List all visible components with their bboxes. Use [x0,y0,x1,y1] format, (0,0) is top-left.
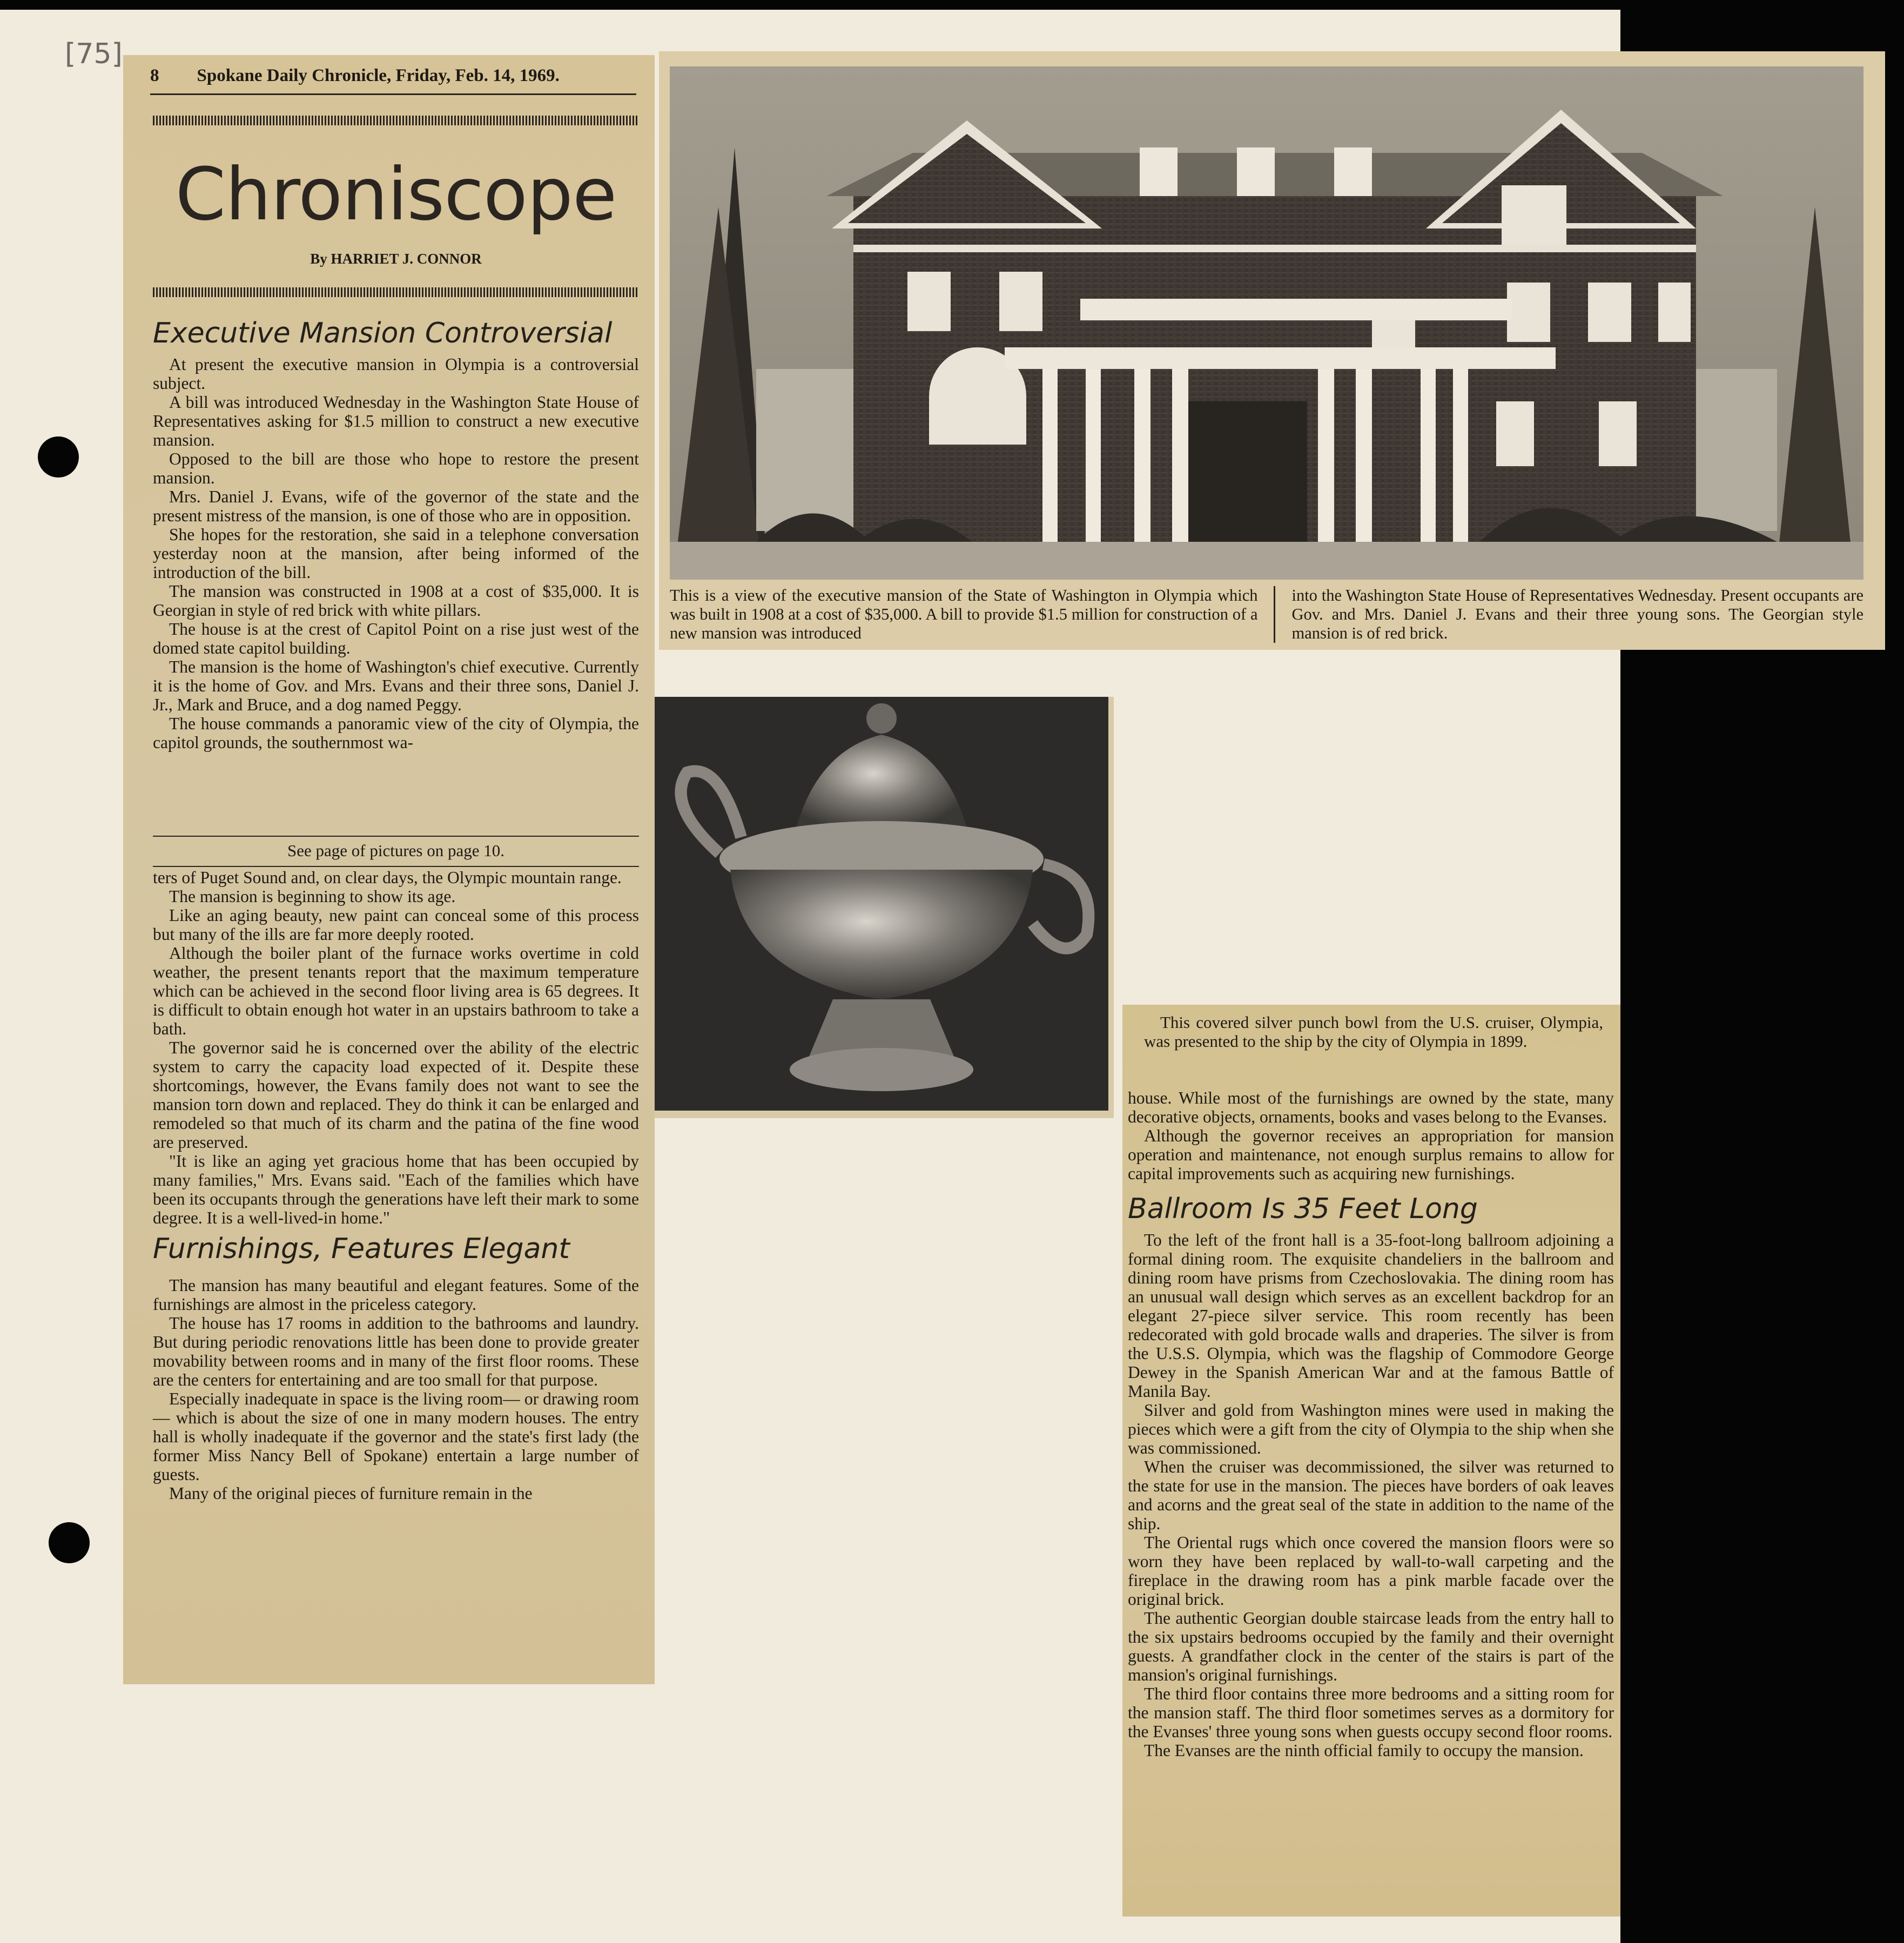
subhead-furnishings: Furnishings, Features Elegant [153,1233,570,1265]
mansion-illustration [670,66,1863,580]
paragraph: Especially inadequate in space is the living room— or drawing room — which is about the size of one in many modern houses. The entry hall is wholly inadequate if the governor and the state's first lady (the former Miss Nancy Bell of Spokane) entertain a large number of guests. [153,1389,639,1484]
paragraph: The governor said he is concerned over the ability of the electric system to carry the capacity load expected of it. Despite these shortcomings, however, the Evans family does not want to see the mansion torn down and replaced. They do think it can be enlarged and remodeled so that much of its charm and the patina of the fine wood are preserved. [153,1038,639,1152]
article-section-2 [153,868,639,1503]
article-body-part3 [153,1276,639,1503]
headline: Executive Mansion Controversial [153,317,613,349]
column-title: Chroniscope [175,152,617,237]
paragraph: Mrs. Daniel J. Evans, wife of the governor of the state and the present mistress of the mansion, is one of those who are in opposition. [153,487,639,525]
dateline: Spokane Daily Chronicle, Friday, Feb. 14, 1969. [197,66,560,85]
subhead-ballroom: Ballroom Is 35 Feet Long [1128,1193,1478,1225]
see-page-note: See page of pictures on page 10. [153,836,639,867]
paragraph: Like an aging beauty, new paint can conceal some of this process but many of the ills are far more deeply rooted. [153,906,639,944]
paragraph: The house has 17 rooms in addition to the bathrooms and laundry. But during periodic renovations little has been done to provide greater movability between rooms and in many of the first floor rooms. These are the centers for entertaining and are too small for that purpose. [153,1314,639,1389]
binder-hole-upper [38,436,79,478]
caption-text: This covered silver punch bowl from the U.S. cruiser, Olympia, was presented to the ship by the city of Olympia in 1899. [1144,1013,1603,1051]
paragraph: The house is at the crest of Capitol Point on a rise just west of the domed state capitol building. [153,620,639,657]
article-body-part2 [153,868,639,1227]
paragraph: Opposed to the bill are those who hope to restore the present mansion. [153,449,639,487]
paragraph: The house commands a panoramic view of the city of Olympia, the capitol grounds, the southernmost wa- [153,714,639,752]
paragraph: The mansion was constructed in 1908 at a cost of $35,000. It is Georgian in style of red brick with white pillars. [153,582,639,620]
page-number: 8 [150,66,159,85]
punch-bowl-photo [655,697,1108,1111]
paragraph: The mansion has many beautiful and elegant features. Some of the furnishings are almost in the priceless category. [153,1276,639,1314]
article-body-part5 [1128,1231,1614,1760]
paragraph: Although the governor receives an appropriation for mansion operation and maintenance, not enough surplus remains to allow for capital improvements such as acquiring new furnishings. [1128,1126,1614,1183]
article-body-part1 [153,355,639,752]
paragraph: Many of the original pieces of furniture remain in the [169,1484,533,1503]
paragraph: The mansion is the home of Washington's chief executive. Currently it is the home of Gov. and Mrs. Evans and their three sons, Daniel J. Jr., Mark and Bruce, and a dog named Peggy. [153,657,639,714]
mansion-photo-clipping [659,51,1885,650]
caption-left: This is a view of the executive mansion of the State of Washington in Olympia which was built in 1908 at a cost of $35,000. A bill to provide $1.5 million for construction of a new mansion was introduced [670,586,1275,643]
paragraph: A bill was introduced Wednesday in the Washington State House of Representatives asking for $1.5 million to construct a new executive mansion. [153,393,639,449]
paragraph: "It is like an aging yet gracious home that has been occupied by many families," Mrs. Evans said. "Each of the families which have been its occupants through the generations have left their mark to some degree. It is a well-lived-in home." [153,1152,639,1227]
article-body-part4 [1128,1088,1614,1183]
article-clipping-left [123,55,655,1684]
paragraph: The third floor contains three more bedrooms and a sitting room for the mansion staff. The third floor sometimes serves as a dormitory for the Evanses' three young sons when guests occupy second floor rooms. [1128,1684,1614,1741]
binder-hole-lower [49,1522,90,1563]
article-clipping-right [1122,1005,1620,1917]
punch-bowl-photo-clipping [655,697,1114,1118]
paragraph: house. While most of the furnishings are owned by the state, many decorative objects, ornaments, books and vases belong to the Evanses. [1128,1088,1614,1126]
punch-bowl-illustration [655,697,1108,1111]
paragraph: ters of Puget Sound and, on clear days, the Olympic mountain range. [153,868,622,887]
paragraph: When the cruiser was decommissioned, the silver was returned to the state for use in the mansion. The pieces have borders of oak leaves and acorns and the great seal of the state in addition to the name of the ship. [1128,1457,1614,1533]
rule-top [153,116,639,125]
paragraph: The Evanses are the ninth official family to occupy the mansion. [1144,1741,1584,1760]
paragraph: The authentic Georgian double staircase leads from the entry hall to the six upstairs bedrooms occupied by the family and their overnight guests. A grandfather clock in the center of the stairs is part of the mansion's original furnishings. [1128,1609,1614,1684]
masthead [150,66,636,95]
paragraph: Silver and gold from Washington mines were used in making the pieces which were a gift from the city of Olympia to the ship when she was commissioned. [1128,1401,1614,1457]
mansion-photo [670,66,1863,580]
paragraph: She hopes for the restoration, she said in a telephone conversation yesterday noon at the mansion, after being informed of the introduction of the bill. [153,525,639,582]
paragraph: Although the boiler plant of the furnace works overtime in cold weather, the present tenants report that the maximum temperature which can be achieved in the second floor living area is 65 degrees. It is difficult to obtain enough hot water in an upstairs bathroom to take a bath. [153,944,639,1038]
paragraph: The Oriental rugs which once covered the mansion floors were so worn they have been replaced by wall-to-wall carpeting and the fireplace in the drawing room has a pink marble facade over the original brick. [1128,1533,1614,1609]
mansion-photo-caption [670,586,1863,643]
page-number-note: [75] [65,38,123,70]
paragraph: The mansion is beginning to show its age. [169,887,456,906]
paragraph: At present the executive mansion in Olympia is a controversial subject. [153,355,639,393]
rule-bottom [153,287,639,297]
article-section-3 [1128,1088,1614,1760]
punch-bowl-caption [1144,1013,1603,1051]
article-section-1 [153,317,639,752]
paragraph: To the left of the front hall is a 35-foot-long ballroom adjoining a formal dining room. The exquisite chandeliers in the ballroom and dining room have prisms from Czechoslovakia. The dining room has an unusual wall design which serves as an excellent backdrop for an elegant 27-piece silver service. This room recently has been redecorated with gold brocade walls and draperies. The silver is from the U.S.S. Olympia, which was the flagship of Commodore George Dewey in the Spanish American War and at the famous Battle of Manila Bay. [1128,1231,1614,1401]
caption-right: into the Washington State House of Representatives Wednesday. Present occupants are Gov. and Mrs. Daniel J. Evans and their three young sons. The Georgian style mansion is of red brick. [1291,586,1863,642]
byline: By HARRIET J. CONNOR [310,251,482,267]
